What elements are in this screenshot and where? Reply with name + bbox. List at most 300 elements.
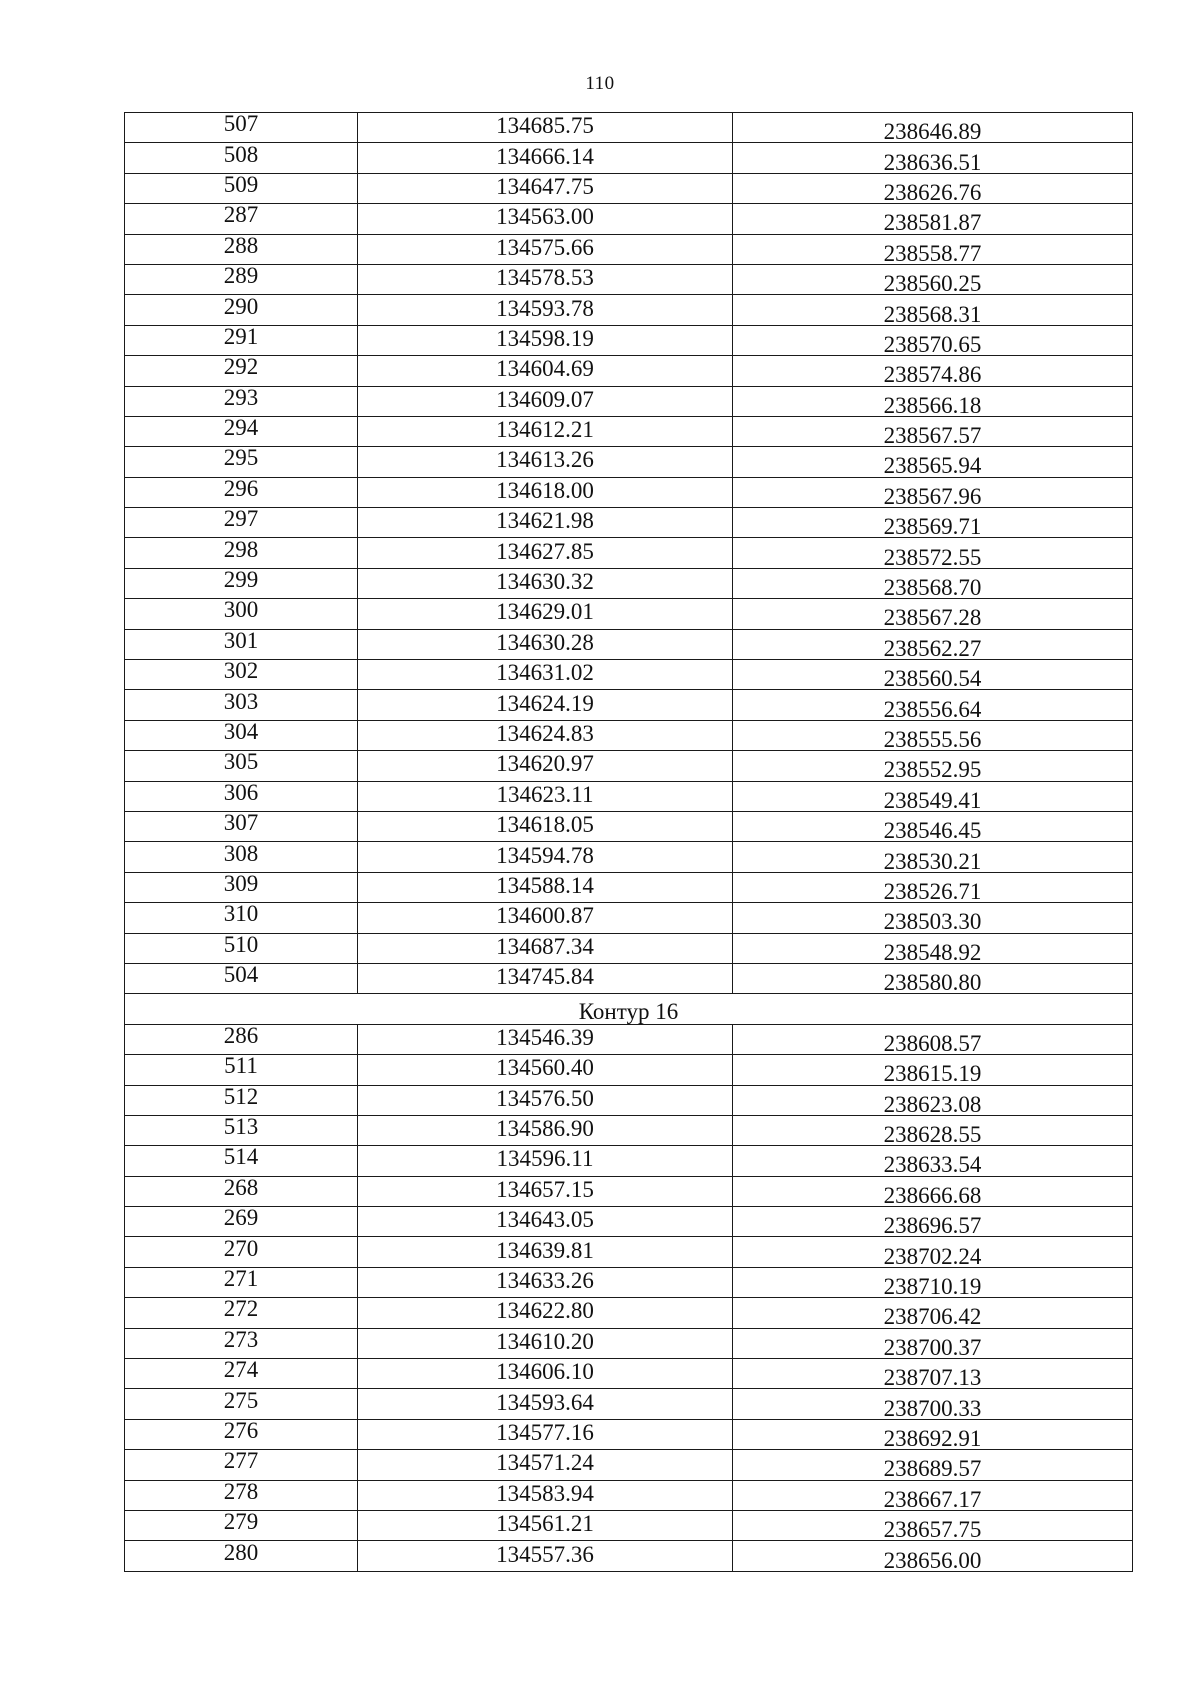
x-coordinate: 134687.34	[496, 933, 594, 959]
point-number: 310	[223, 902, 259, 927]
x-coordinate-cell	[358, 538, 733, 568]
x-coordinate-cell	[358, 1146, 733, 1176]
point-number-cell	[125, 1359, 358, 1389]
y-coordinate: 238572.55	[883, 544, 982, 569]
y-coordinate-cell	[733, 1480, 1133, 1510]
point-number: 307	[223, 811, 259, 836]
y-coordinate: 238546.45	[883, 818, 982, 842]
point-number-cell	[125, 903, 358, 933]
table-row	[125, 264, 1133, 294]
x-coordinate-cell	[358, 903, 733, 933]
x-coordinate-cell	[358, 568, 733, 598]
x-coordinate-cell	[358, 325, 733, 355]
point-number: 299	[223, 568, 259, 593]
x-coordinate-cell	[358, 1055, 733, 1085]
table-row	[125, 933, 1133, 963]
x-coordinate-cell	[358, 1510, 733, 1540]
point-number-cell	[125, 508, 358, 538]
x-coordinate-cell	[358, 264, 733, 294]
x-coordinate: 134593.64	[496, 1389, 594, 1415]
point-number-cell	[125, 234, 358, 264]
x-coordinate-cell	[358, 811, 733, 841]
point-number: 305	[223, 750, 259, 775]
y-coordinate-cell	[733, 508, 1133, 538]
table-row	[125, 568, 1133, 598]
y-coordinate-cell	[733, 173, 1133, 203]
point-number-cell	[125, 325, 358, 355]
y-coordinate-cell	[733, 781, 1133, 811]
point-number: 274	[223, 1358, 259, 1383]
table-row	[125, 477, 1133, 507]
x-coordinate: 134666.14	[496, 143, 594, 169]
table-row	[125, 295, 1133, 325]
point-number: 272	[223, 1297, 259, 1322]
y-coordinate-cell	[733, 1389, 1133, 1419]
y-coordinate-cell	[733, 1298, 1133, 1328]
table-row	[125, 811, 1133, 841]
point-number-cell	[125, 629, 358, 659]
y-coordinate: 238700.33	[883, 1395, 982, 1420]
point-number-cell	[125, 386, 358, 416]
y-coordinate-cell	[733, 690, 1133, 720]
y-coordinate: 238530.21	[883, 848, 982, 873]
y-coordinate-cell	[733, 386, 1133, 416]
y-coordinate-cell	[733, 204, 1133, 234]
table-row	[125, 1541, 1133, 1571]
y-coordinate: 238702.24	[883, 1243, 982, 1268]
x-coordinate: 134593.78	[496, 295, 594, 321]
y-coordinate-cell	[733, 1541, 1133, 1571]
point-number-cell	[125, 1237, 358, 1267]
x-coordinate-cell	[358, 1237, 733, 1267]
point-number: 277	[223, 1449, 259, 1474]
x-coordinate-cell	[358, 1389, 733, 1419]
point-number-cell	[125, 356, 358, 386]
y-coordinate: 238562.27	[883, 635, 982, 660]
x-coordinate: 134627.85	[496, 538, 594, 564]
x-coordinate: 134561.21	[496, 1511, 594, 1537]
point-number: 301	[223, 629, 259, 653]
point-number-cell	[125, 660, 358, 690]
point-number: 292	[223, 355, 259, 380]
y-coordinate-cell	[733, 113, 1133, 143]
table-row	[125, 1207, 1133, 1237]
x-coordinate: 134583.94	[496, 1480, 594, 1506]
point-number-cell	[125, 1328, 358, 1358]
table-row	[125, 113, 1133, 143]
x-coordinate-cell	[358, 1176, 733, 1206]
y-coordinate: 238581.87	[883, 210, 982, 235]
x-coordinate-cell	[358, 1419, 733, 1449]
x-coordinate: 134631.02	[496, 660, 594, 686]
x-coordinate: 134600.87	[496, 903, 594, 929]
x-coordinate-cell	[358, 1450, 733, 1480]
point-number: 289	[223, 264, 259, 289]
x-coordinate-cell	[358, 1298, 733, 1328]
point-number-cell	[125, 720, 358, 750]
x-coordinate: 134624.19	[496, 690, 594, 716]
point-number: 507	[223, 112, 259, 137]
y-coordinate: 238526.71	[883, 878, 982, 903]
y-coordinate-cell	[733, 933, 1133, 963]
y-coordinate: 238646.89	[883, 119, 982, 143]
y-coordinate: 238626.76	[883, 179, 982, 204]
x-coordinate-cell	[358, 416, 733, 446]
point-number: 511	[224, 1054, 258, 1079]
y-coordinate: 238552.95	[883, 757, 982, 782]
y-coordinate: 238569.71	[883, 514, 982, 538]
x-coordinate: 134643.05	[496, 1207, 594, 1233]
table-row	[125, 1055, 1133, 1085]
section-header-body	[125, 994, 1133, 1024]
x-coordinate: 134618.05	[496, 812, 594, 838]
x-coordinate: 134575.66	[496, 234, 594, 260]
x-coordinate: 134586.90	[496, 1116, 594, 1142]
table-row	[125, 720, 1133, 750]
x-coordinate-cell	[358, 447, 733, 477]
point-number: 280	[223, 1540, 259, 1565]
y-coordinate-cell	[733, 1450, 1133, 1480]
section-header-row	[125, 994, 1133, 1024]
y-coordinate: 238567.96	[883, 483, 982, 508]
x-coordinate-cell	[358, 1085, 733, 1115]
point-number: 291	[223, 325, 259, 349]
table-row	[125, 629, 1133, 659]
x-coordinate-cell	[358, 690, 733, 720]
point-number-cell	[125, 264, 358, 294]
table-row	[125, 234, 1133, 264]
point-number: 278	[223, 1480, 259, 1504]
y-coordinate-cell	[733, 1115, 1133, 1145]
y-coordinate: 238692.91	[883, 1425, 982, 1450]
point-number-cell	[125, 1450, 358, 1480]
table-row	[125, 143, 1133, 173]
table-row	[125, 204, 1133, 234]
y-coordinate: 238549.41	[883, 787, 982, 812]
x-coordinate-cell	[358, 660, 733, 690]
x-coordinate: 134612.21	[496, 417, 594, 443]
point-number: 512	[223, 1085, 259, 1109]
x-coordinate: 134577.16	[496, 1419, 594, 1445]
x-coordinate: 134620.97	[496, 751, 594, 777]
point-number: 293	[223, 386, 259, 410]
point-number-cell	[125, 1146, 358, 1176]
x-coordinate: 134571.24	[496, 1450, 594, 1476]
y-coordinate-cell	[733, 264, 1133, 294]
x-coordinate: 134613.26	[496, 447, 594, 473]
y-coordinate: 238567.57	[883, 423, 982, 447]
table-row	[125, 1359, 1133, 1389]
table-row	[125, 1298, 1133, 1328]
point-number-cell	[125, 113, 358, 143]
point-number-cell	[125, 1267, 358, 1297]
y-coordinate: 238566.18	[883, 392, 982, 417]
y-coordinate-cell	[733, 1359, 1133, 1389]
point-number: 509	[223, 173, 259, 197]
x-coordinate-cell	[358, 1207, 733, 1237]
y-coordinate-cell	[733, 1024, 1133, 1054]
x-coordinate-cell	[358, 963, 733, 993]
y-coordinate: 238565.94	[883, 453, 982, 478]
y-coordinate: 238667.17	[883, 1486, 982, 1511]
point-number: 290	[223, 294, 259, 319]
point-number-cell	[125, 781, 358, 811]
x-coordinate: 134647.75	[496, 173, 594, 199]
table-row	[125, 1085, 1133, 1115]
x-coordinate: 134576.50	[496, 1085, 594, 1111]
y-coordinate: 238689.57	[883, 1456, 982, 1481]
y-coordinate: 238628.55	[883, 1122, 982, 1146]
y-coordinate-cell	[733, 1237, 1133, 1267]
y-coordinate: 238568.70	[883, 575, 982, 599]
point-number-cell	[125, 1419, 358, 1449]
table-row	[125, 447, 1133, 477]
point-number: 504	[223, 963, 259, 988]
point-number-cell	[125, 568, 358, 598]
point-number-cell	[125, 1176, 358, 1206]
point-number: 300	[223, 598, 259, 623]
y-coordinate-cell	[733, 295, 1133, 325]
x-coordinate: 134745.84	[496, 964, 594, 990]
point-number-cell	[125, 1207, 358, 1237]
point-number: 298	[223, 537, 259, 562]
x-coordinate: 134610.20	[496, 1328, 594, 1354]
y-coordinate-cell	[733, 416, 1133, 446]
x-coordinate-cell	[358, 173, 733, 203]
point-number-cell	[125, 1024, 358, 1054]
y-coordinate: 238700.37	[883, 1334, 982, 1359]
y-coordinate: 238580.80	[883, 970, 982, 994]
point-number-cell	[125, 1389, 358, 1419]
x-coordinate-cell	[358, 629, 733, 659]
table-row	[125, 1267, 1133, 1297]
point-number-cell	[125, 1510, 358, 1540]
x-coordinate: 134630.32	[496, 569, 594, 595]
table-row	[125, 842, 1133, 872]
x-coordinate-cell	[358, 751, 733, 781]
section-title: Контур 16	[578, 998, 679, 1024]
point-number-cell	[125, 842, 358, 872]
table-row	[125, 690, 1133, 720]
x-coordinate: 134639.81	[496, 1237, 594, 1263]
point-number: 508	[223, 142, 259, 167]
point-number-cell	[125, 963, 358, 993]
page-number: 110	[585, 73, 615, 94]
point-number: 510	[223, 933, 259, 957]
x-coordinate-cell	[358, 933, 733, 963]
y-coordinate: 238567.28	[883, 605, 982, 630]
y-coordinate: 238696.57	[883, 1213, 982, 1237]
x-coordinate: 134588.14	[496, 872, 594, 898]
point-number-cell	[125, 1115, 358, 1145]
point-number: 304	[223, 720, 259, 744]
point-number: 268	[223, 1176, 259, 1200]
x-coordinate: 134606.10	[496, 1359, 594, 1385]
coordinates-table	[124, 112, 1133, 1572]
point-number-cell	[125, 538, 358, 568]
y-coordinate: 238608.57	[883, 1030, 982, 1055]
y-coordinate-cell	[733, 143, 1133, 173]
point-number: 308	[223, 841, 259, 866]
x-coordinate-cell	[358, 234, 733, 264]
y-coordinate-cell	[733, 477, 1133, 507]
y-coordinate: 238556.64	[883, 696, 982, 721]
y-coordinate: 238615.19	[883, 1061, 982, 1085]
section-title-cell	[125, 994, 1133, 1024]
y-coordinate: 238710.19	[883, 1274, 982, 1298]
x-coordinate-cell	[358, 477, 733, 507]
y-coordinate: 238623.08	[883, 1091, 982, 1116]
x-coordinate: 134630.28	[496, 629, 594, 655]
point-number: 306	[223, 781, 259, 805]
point-number: 275	[223, 1388, 259, 1413]
point-number: 309	[223, 872, 259, 896]
table-row	[125, 1237, 1133, 1267]
point-number: 514	[223, 1145, 259, 1170]
x-coordinate: 134546.39	[496, 1024, 594, 1050]
table-row	[125, 416, 1133, 446]
point-number-cell	[125, 933, 358, 963]
point-number-cell	[125, 204, 358, 234]
x-coordinate: 134596.11	[496, 1146, 594, 1172]
y-coordinate-cell	[733, 1055, 1133, 1085]
table-row	[125, 1146, 1133, 1176]
y-coordinate: 238555.56	[883, 727, 982, 751]
x-coordinate-cell	[358, 599, 733, 629]
point-number: 294	[223, 416, 259, 441]
x-coordinate: 134598.19	[496, 325, 594, 351]
x-coordinate-cell	[358, 204, 733, 234]
table-row	[125, 781, 1133, 811]
y-coordinate: 238558.77	[883, 240, 982, 265]
point-number-cell	[125, 447, 358, 477]
point-number-cell	[125, 1480, 358, 1510]
point-number: 271	[223, 1267, 259, 1292]
x-coordinate: 134633.26	[496, 1268, 594, 1294]
x-coordinate: 134560.40	[496, 1055, 594, 1081]
table-row	[125, 1480, 1133, 1510]
point-number: 287	[223, 203, 259, 228]
y-coordinate-cell	[733, 842, 1133, 872]
x-coordinate: 134685.75	[496, 113, 594, 139]
x-coordinate-cell	[358, 1328, 733, 1358]
point-number-cell	[125, 416, 358, 446]
x-coordinate-cell	[358, 842, 733, 872]
table-row	[125, 599, 1133, 629]
y-coordinate: 238574.86	[883, 362, 982, 387]
x-coordinate: 134624.83	[496, 721, 594, 746]
x-coordinate: 134623.11	[496, 781, 594, 807]
y-coordinate-cell	[733, 325, 1133, 355]
y-coordinate-cell	[733, 1085, 1133, 1115]
table-row	[125, 1328, 1133, 1358]
y-coordinate: 238560.25	[883, 271, 982, 295]
x-coordinate: 134594.78	[496, 842, 594, 868]
y-coordinate: 238636.51	[883, 149, 982, 174]
y-coordinate: 238568.31	[883, 301, 982, 326]
point-number-cell	[125, 477, 358, 507]
x-coordinate: 134609.07	[496, 386, 594, 412]
point-number-cell	[125, 143, 358, 173]
x-coordinate-cell	[358, 295, 733, 325]
x-coordinate: 134621.98	[496, 508, 594, 534]
y-coordinate-cell	[733, 720, 1133, 750]
y-coordinate: 238707.13	[883, 1365, 982, 1389]
y-coordinate-cell	[733, 751, 1133, 781]
y-coordinate-cell	[733, 660, 1133, 690]
point-number: 286	[223, 1024, 259, 1048]
y-coordinate-cell	[733, 963, 1133, 993]
y-coordinate-cell	[733, 872, 1133, 902]
point-number: 273	[223, 1328, 259, 1352]
table-row	[125, 508, 1133, 538]
y-coordinate: 238560.54	[883, 666, 982, 690]
point-number: 303	[223, 689, 259, 714]
x-coordinate-cell	[358, 508, 733, 538]
table-row	[125, 1176, 1133, 1206]
point-number-cell	[125, 1298, 358, 1328]
x-coordinate-cell	[358, 113, 733, 143]
y-coordinate: 238548.92	[883, 939, 982, 964]
point-number-cell	[125, 751, 358, 781]
y-coordinate-cell	[733, 234, 1133, 264]
point-number-cell	[125, 1085, 358, 1115]
table-row	[125, 1450, 1133, 1480]
point-number: 297	[223, 507, 259, 532]
table-row	[125, 660, 1133, 690]
table-row	[125, 963, 1133, 993]
coordinates-table-top-body	[125, 113, 1133, 994]
x-coordinate-cell	[358, 143, 733, 173]
point-number: 295	[223, 446, 259, 471]
y-coordinate-cell	[733, 1328, 1133, 1358]
x-coordinate: 134563.00	[496, 204, 594, 230]
table-row	[125, 173, 1133, 203]
x-coordinate: 134618.00	[496, 477, 594, 503]
y-coordinate: 238706.42	[883, 1304, 982, 1329]
point-number: 270	[223, 1236, 259, 1261]
x-coordinate: 134578.53	[496, 265, 594, 291]
y-coordinate-cell	[733, 811, 1133, 841]
y-coordinate-cell	[733, 629, 1133, 659]
table-row	[125, 1389, 1133, 1419]
x-coordinate-cell	[358, 386, 733, 416]
y-coordinate-cell	[733, 1176, 1133, 1206]
table-row	[125, 1024, 1133, 1054]
x-coordinate-cell	[358, 1024, 733, 1054]
y-coordinate: 238656.00	[883, 1547, 982, 1572]
x-coordinate: 134557.36	[496, 1541, 594, 1567]
table-row	[125, 903, 1133, 933]
y-coordinate-cell	[733, 447, 1133, 477]
point-number: 276	[223, 1419, 259, 1443]
point-number: 513	[223, 1115, 259, 1140]
point-number: 279	[223, 1510, 259, 1535]
y-coordinate-cell	[733, 1267, 1133, 1297]
y-coordinate: 238570.65	[883, 331, 982, 356]
point-number: 269	[223, 1206, 259, 1231]
point-number-cell	[125, 1055, 358, 1085]
point-number-cell	[125, 872, 358, 902]
x-coordinate-cell	[358, 1115, 733, 1145]
table-row	[125, 538, 1133, 568]
coordinates-table-bottom-body	[125, 1024, 1133, 1571]
point-number: 302	[223, 659, 259, 684]
y-coordinate-cell	[733, 903, 1133, 933]
point-number-cell	[125, 599, 358, 629]
table-row	[125, 1419, 1133, 1449]
point-number-cell	[125, 295, 358, 325]
